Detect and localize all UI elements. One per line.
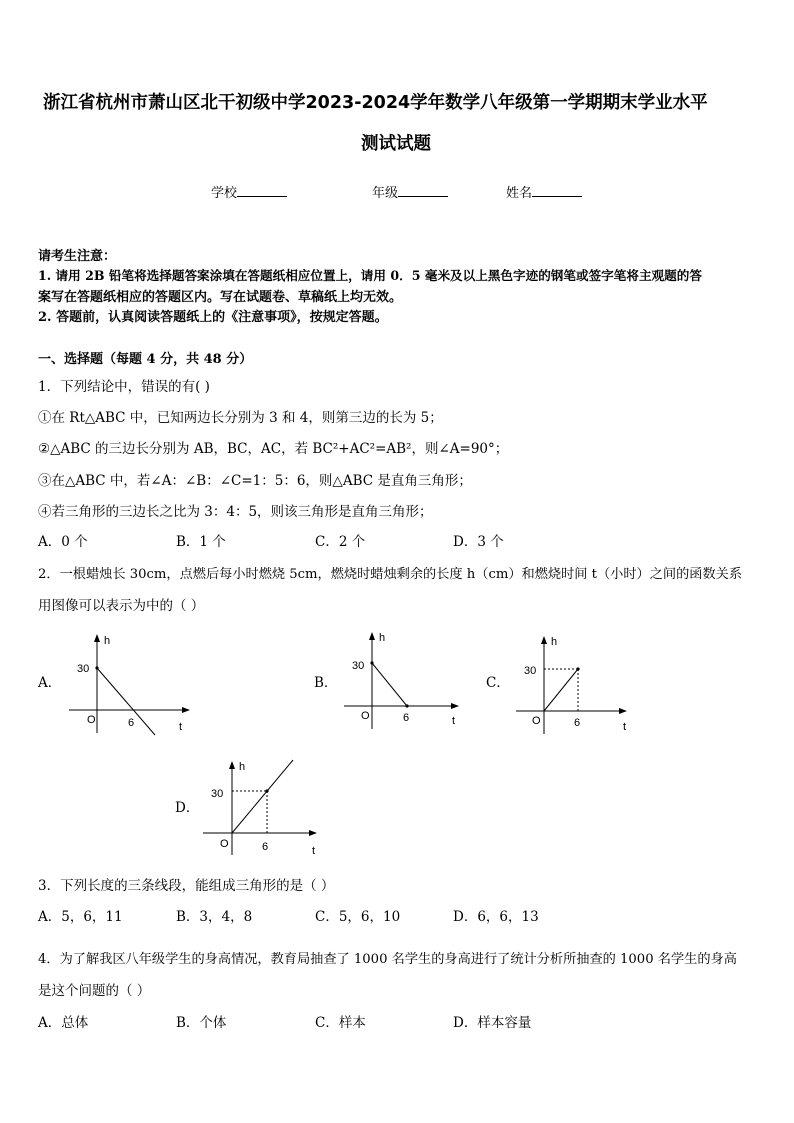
graph-a-t-label: t xyxy=(179,721,183,733)
graph-d-6-label: 6 xyxy=(262,841,269,853)
q1-statement-1: ①在 Rt△ABC 中，已知两边长分别为 3 和 4，则第三边的长为 5； xyxy=(38,410,443,426)
q3-stem: 3．下列长度的三条线段，能组成三角形的是（ ） xyxy=(38,878,335,894)
q1-statement-2: ②△ABC 的三边长分别为 AB，BC，AC，若 BC²+AC²=AB²，则∠A=90°； xyxy=(38,441,509,457)
q1-statement-3: ③在△ABC 中，若∠A：∠B：∠C=1：5：6，则△ABC 是直角三角形； xyxy=(38,473,472,489)
graph-b-origin-label: O xyxy=(361,710,370,722)
graph-a-t-arrow xyxy=(182,707,190,713)
name-blank xyxy=(532,184,582,197)
title-line-1: 浙江省杭州市萧山区北干初级中学2023-2024学年数学八年级第一学期期末学业水平 xyxy=(43,93,708,113)
q3-option-b: B．3，4，8 xyxy=(176,909,253,925)
q1-statement-4: ④若三角形的三边长之比为 3：4：5，则该三角形是直角三角形； xyxy=(38,504,433,520)
grade-label: 年级 xyxy=(372,186,399,201)
graph-c xyxy=(508,630,638,738)
grade-blank xyxy=(398,184,448,197)
name-field xyxy=(506,182,582,201)
graph-c-h-arrow xyxy=(541,636,547,644)
graph-a-line xyxy=(97,668,155,735)
graph-d-h-arrow xyxy=(229,761,235,769)
q4-line-1: 4．为了解我区八年级学生的身高情况，教育局抽查了 1000 名学生的身高进行了统计分析所抽查的 1000 名学生的身高 xyxy=(38,952,737,967)
notice-item-1-line-1: 1. 请用 2B 铅笔将选择题答案涂填在答题纸相应位置上，请用 0．5 毫米及以上黑色字迹的钢笔或签字笔将主观题的答 xyxy=(38,268,702,283)
graph-a-30-label: 30 xyxy=(77,663,90,675)
graph-a-point-h xyxy=(95,666,98,669)
graph-b-h-label: h xyxy=(379,632,386,644)
school-blank xyxy=(237,184,287,197)
q2-label-b: B． xyxy=(314,675,338,691)
graph-a xyxy=(60,628,200,738)
q4-option-a: A．总体 xyxy=(38,1015,89,1031)
q2-line-1: 2．一根蜡烛长 30cm，点燃后每小时燃烧 5cm，燃烧时蜡烛剩余的长度 h（cm）和燃烧时间 t（小时）之间的函数关系 xyxy=(38,567,743,582)
graph-a-h-label: h xyxy=(104,635,111,647)
title-line-2: 测试试题 xyxy=(361,134,431,154)
graph-b-6-label: 6 xyxy=(403,712,410,724)
graph-b-h-arrow xyxy=(369,632,375,640)
q2-label-c: C． xyxy=(486,675,510,691)
graph-d-30-label: 30 xyxy=(211,788,224,800)
q4-option-d: D．样本容量 xyxy=(453,1015,532,1031)
graph-c-t-arrow xyxy=(619,708,627,714)
q3-option-d: D．6，6，13 xyxy=(453,909,539,925)
q1-stem: 1．下列结论中，错误的有( ) xyxy=(38,379,210,395)
graph-c-point xyxy=(576,667,579,670)
q2-label-d: D． xyxy=(175,800,200,816)
graph-c-30-label: 30 xyxy=(524,665,537,677)
graph-a-6-label: 6 xyxy=(128,717,135,729)
q4-line-2: 是这个问题的（ ） xyxy=(38,983,151,999)
graph-d-point xyxy=(265,789,268,792)
graph-c-line xyxy=(544,669,578,711)
q3-option-c: C．5，6，10 xyxy=(315,909,401,925)
notice-item-1-line-2: 案写在答题纸相应的答题区内。写在试题卷、草稿纸上均无效。 xyxy=(38,290,403,305)
graph-b xyxy=(335,625,475,735)
school-label: 学校 xyxy=(211,186,238,201)
q1-option-b: B．1 个 xyxy=(176,534,226,550)
graph-a-h-arrow xyxy=(94,634,100,642)
graph-b-point-t xyxy=(405,704,408,707)
q1-option-d: D．3 个 xyxy=(453,534,504,550)
graph-d-origin-label: O xyxy=(220,838,229,850)
graph-b-t-label: t xyxy=(452,715,456,727)
grade-field xyxy=(372,182,448,201)
q4-option-b: B．个体 xyxy=(176,1015,227,1031)
q3-option-a: A．5，6，11 xyxy=(38,909,123,925)
graph-d-t-label: t xyxy=(312,845,316,857)
notice-heading: 请考生注意： xyxy=(38,249,117,264)
graph-c-6-label: 6 xyxy=(574,717,581,729)
graph-b-t-arrow xyxy=(451,703,459,709)
q2-label-a: A． xyxy=(38,675,62,691)
graph-d-t-arrow xyxy=(309,830,317,836)
graph-c-h-label: h xyxy=(551,636,558,648)
notice-item-2: 2. 答题前，认真阅读答题纸上的《注意事项》，按规定答题。 xyxy=(38,310,388,325)
graph-b-30-label: 30 xyxy=(352,660,365,672)
q4-option-c: C．样本 xyxy=(315,1015,366,1031)
q1-option-a: A．0 个 xyxy=(38,534,88,550)
graph-a-origin-label: O xyxy=(87,714,96,726)
name-label: 姓名 xyxy=(506,186,533,201)
q2-line-2: 用图像可以表示为中的（ ） xyxy=(38,598,205,614)
school-field xyxy=(211,182,287,201)
graph-d-h-label: h xyxy=(239,761,246,773)
graph-b-line xyxy=(372,663,407,706)
graph-c-t-label: t xyxy=(623,721,627,733)
section-1-heading: 一、选择题（每题 4 分，共 48 分） xyxy=(38,352,253,367)
graph-d xyxy=(195,755,330,860)
graph-b-point-h xyxy=(370,661,373,664)
q1-option-c: C．2 个 xyxy=(315,534,366,550)
graph-c-origin-label: O xyxy=(532,715,541,727)
